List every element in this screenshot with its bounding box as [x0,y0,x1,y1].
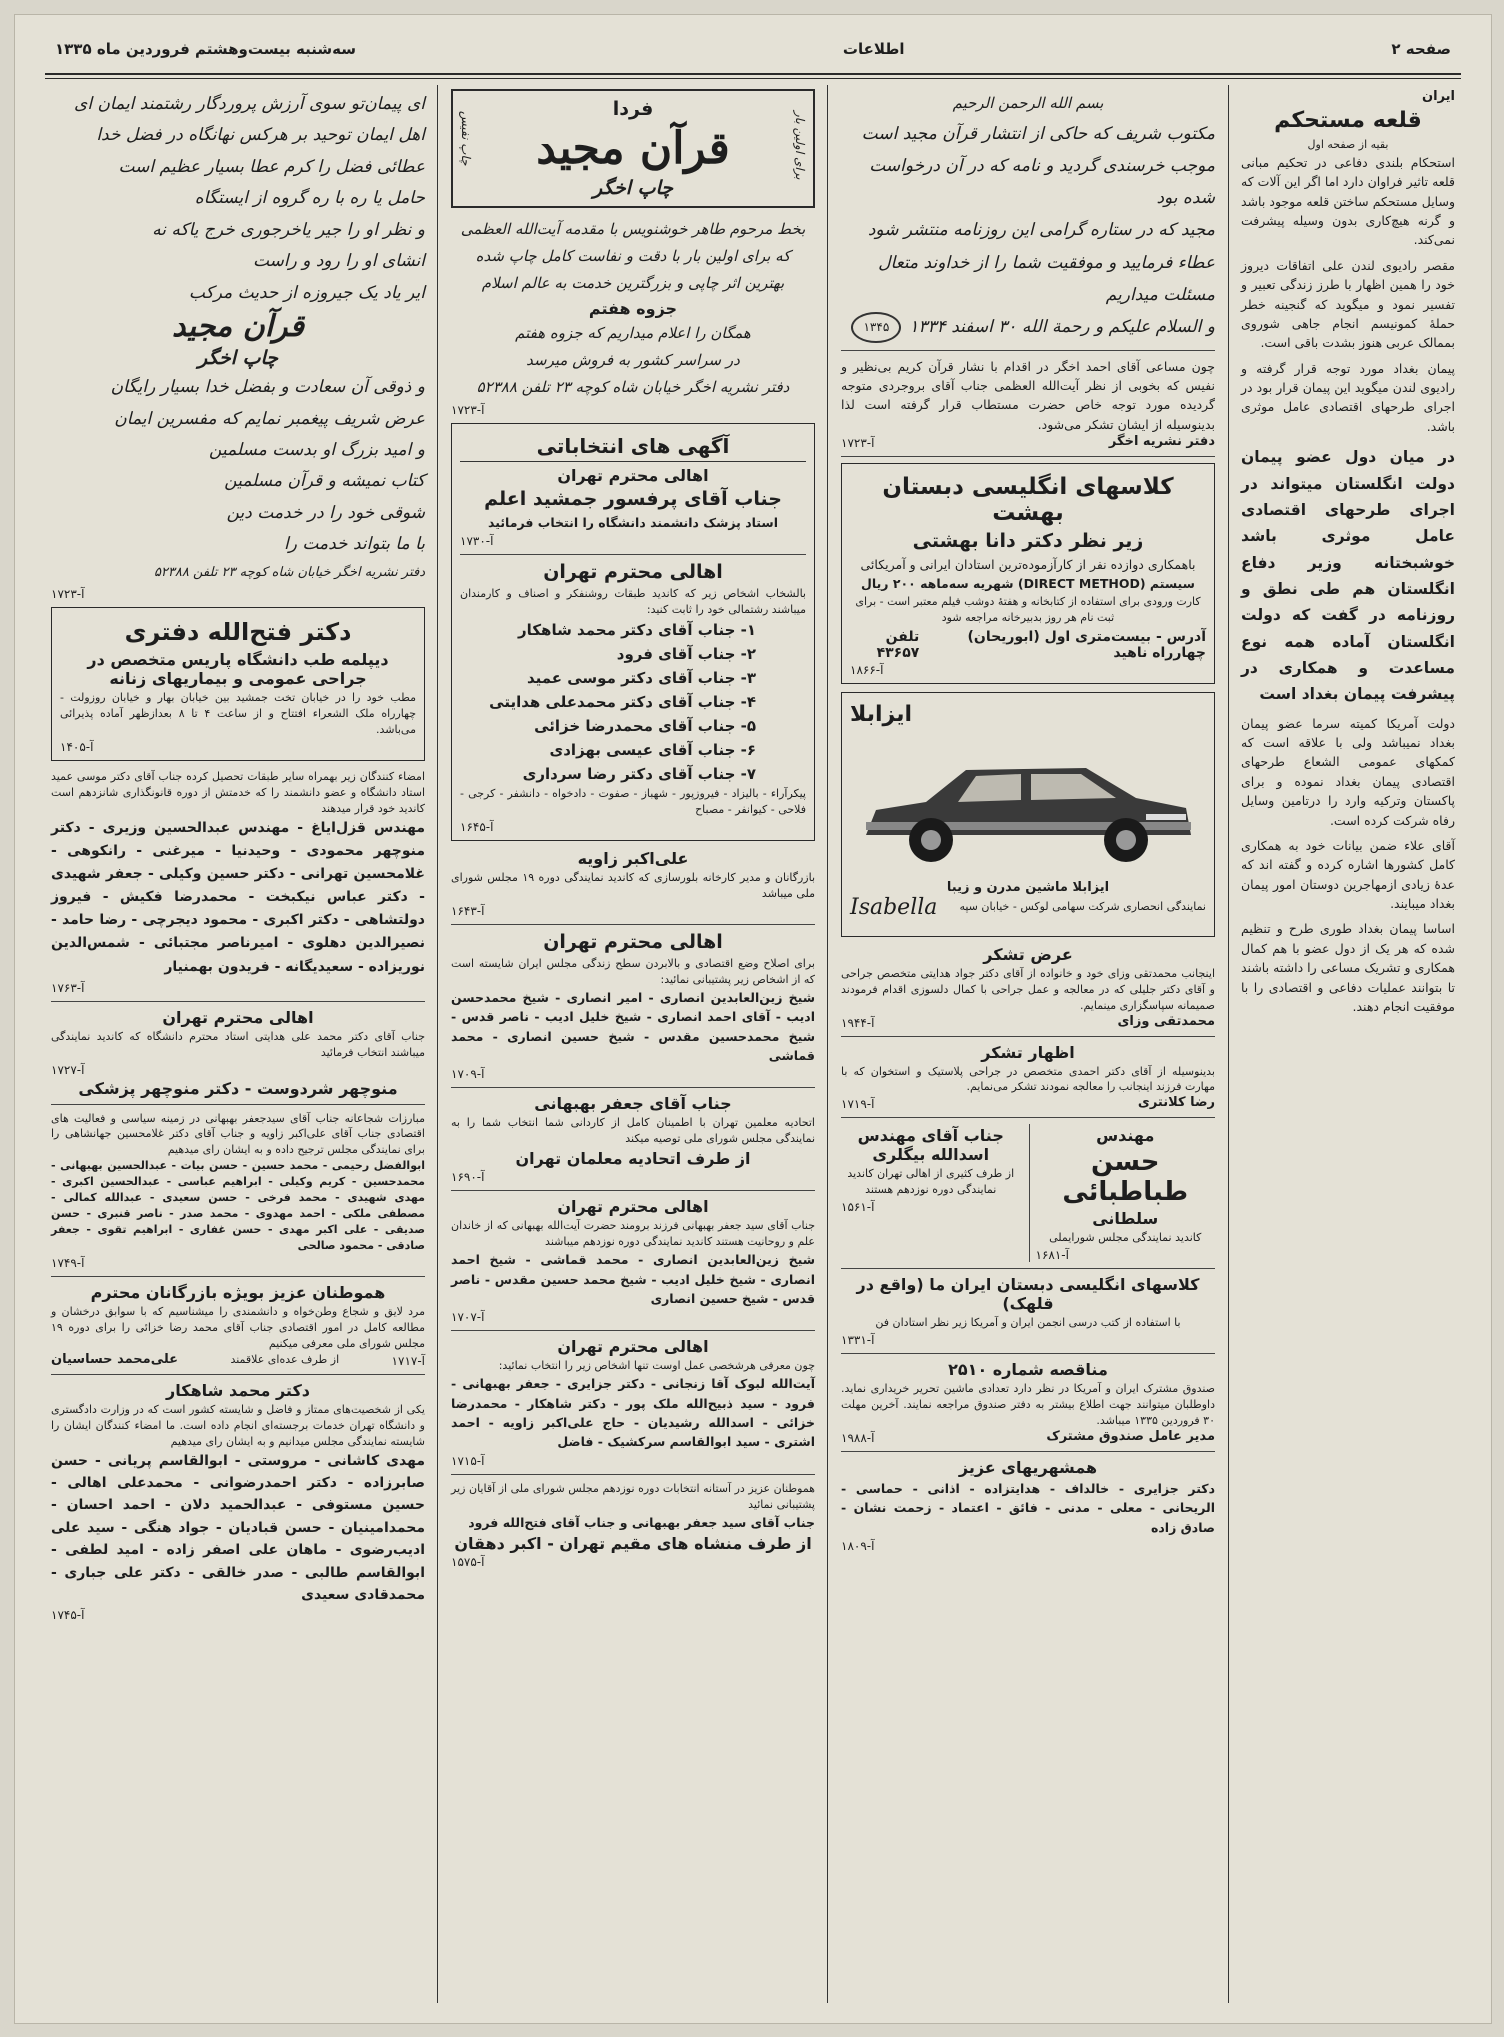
final-title: همشهریهای عزیز [958,1458,1098,1478]
article-title: قلعه مستحکم [1274,108,1422,133]
ad-code: آ-۱۸۶۶ [850,662,884,677]
e5-sign: از طرف اتحادیه معلمان تهران [515,1149,751,1169]
e2-code: آ-۱۶۴۵ [460,820,494,835]
quran-desc [451,216,815,297]
thanks-title: عرض تشکر [983,944,1073,964]
e6-code: آ-۱۷۰۷ [451,1310,485,1325]
a3-footer [51,1352,425,1368]
e7-code: آ-۱۷۱۵ [451,1453,485,1468]
hand-line: انشای او را رود و راست [252,251,425,272]
divider [451,1087,815,1088]
divider [51,1104,425,1105]
column-divider [437,85,438,2003]
section-label: ایران [1422,89,1455,104]
quran-line: که برای اولین بار با دقت و نفاست کامل چاپ شده [475,247,791,265]
e6-body: جناب آقای سید جعفر بهبهانی فرزند برومند حضرت آیت‌الله بهبهانی که از خاندان علم و روحانیت هستند کاندید نمایندگی دوره نوزدهم میباشند [451,1219,815,1249]
a2-body: مبارزات شجاعانه جناب آقای سیدجعفر بهبهانی در زمینه سیاسی و فعالیت های اقتصادی جناب آقای علی‌اکبر زاویه و جناب آقای دکتر غلامحسین جهانشاهی را برای نمایندگی مجلس ترجیح داده و به ایشان رای میدهیم [51,1111,425,1157]
divider [460,554,806,555]
a2-code: آ-۱۷۴۹ [51,1255,85,1270]
thanks2-sign: رضا کلانتری [1137,1095,1215,1111]
divider [841,1117,1215,1118]
e2-item: ۲- جناب آقای فرود [616,645,756,664]
header-rule [45,73,1461,75]
a1-sign: منوچهر شردوست - دکتر منوچهر پزشکی [78,1078,398,1098]
ad-phone: تلفن ۴۳۶۵۷ [876,628,920,661]
eng-title: مهندس [1096,1126,1155,1146]
e8-body: هموطنان عزیز در آستانه انتخابات دوره نوزدهم مجلس شورای ملی از آقایان زیر پشتیبانی نمائید [451,1481,815,1511]
doctor-code: آ-۱۴۰۵ [60,740,94,755]
column-ads-1 [833,85,1223,2003]
divider [451,1474,815,1475]
elections-section [451,423,815,841]
thanks2-footer [841,1095,1215,1111]
ad-body: باهمکاری دوازده نفر از کارآزموده‌ترین استادان ایرانی و آمریکائی [860,557,1196,573]
seal-stamp: ۱۳۴۵ [851,312,901,343]
hand-sign-row [841,311,1215,343]
car-model-logo: Isabella [850,894,938,920]
class2-code: آ-۱۳۳۱ [841,1333,875,1348]
handwritten-text-2 [51,372,425,561]
continuation-note: بقیه از صفحه اول [1307,138,1389,151]
juz-desc [451,320,815,401]
a4-code: آ-۱۷۴۵ [51,1608,85,1623]
divider [841,456,1215,457]
e2-list [460,618,806,786]
divider [451,924,815,925]
class2-title: کلاسهای انگلیسی دبستان ایران ما (واقع در قلهک) [856,1275,1200,1314]
hand-line: و ذوقی آن سعادت و بفضل خدا بسیار رایگان [110,377,425,398]
eng-city: سلطانی [1092,1209,1159,1229]
a4-body: یکی از شخصیت‌های ممتاز و فاضل و شایسته کشور است که در وزارت دادگستری و دانشگاه تهران خدمات برجسته‌ای انجام داده است. ما امضاء کنندگان ایشان را شایسته نمایندگی مجلس میدانیم و به ایشان رای میدهیم [51,1402,425,1448]
group-code: آ-۱۷۶۳ [51,980,85,995]
e3-title: علی‌اکبر زاویه [577,849,689,869]
e4-code: آ-۱۷۰۹ [451,1067,485,1082]
thanks2-title: اظهار تشکر [981,1042,1075,1062]
hand-line: مسئلت میداریم [1105,284,1215,305]
a1-body: جناب آقای دکتر محمد علی هدایتی استاد محترم دانشگاه که کاندید نمایندگی میباشند انتخاب فرمائید [51,1029,425,1059]
e7-names: آیت‌الله لبوک آقا زنجانی - دکتر جزایری - جعفر بهبهانی - فرود - سید ذبیح‌الله ملک پور - دکتر شاهکار - محمدرضا خزائی - اسدالله رشیدیان - حاج علی‌اکبر زاویه - احمد اشتری - سید ابوالقاسم سرکشیک - فاضل [451,1376,815,1450]
e2-item: ۳- جناب آقای دکتر موسی عمید [526,669,756,688]
quran-line: بهترین اثر چاپی و بزرگترین خدمت به عالم اسلام [481,274,785,292]
hand-line: ای پیمان‌تو سوی آرزش پروردگار رشتمند ایمان ای [74,94,425,114]
ad-subtitle: زیر نظر دکتر دانا بهشتی [912,530,1144,553]
thanks2-body: بدینوسیله از آقای دکتر احمدی متخصص در جراحی پلاستیک و استخوان که با مهارت فرزند اینجانب را معالجه نمودند تشکر می‌نمایم. [841,1064,1215,1094]
quran-side-left: چاپ نفیس [459,111,473,166]
thanks2-code: آ-۱۷۱۹ [841,1097,875,1112]
hand-line: و نظر او را جیر یاخرجوری خرج یاکه نه [152,219,425,240]
page-header [55,29,1451,69]
elections-title: آگهی های انتخاباتی [460,434,806,462]
a1-title: اهالی محترم تهران [162,1007,314,1027]
eng2-body: از طرف کثیری از اهالی تهران کاندید نمایندگی دوره نوزدهم هستند [847,1167,1015,1197]
e2-intro: بالشخاب اشخاص زیر که کاندید طبقات روشنفکر و اصناف و کارمندان میباشند رشتمالی خود را ثابت کنید: [460,587,806,617]
eng2-code: آ-۱۵۶۱ [841,1200,875,1215]
quran-side-right: برای اولین بار [793,111,807,180]
thanks-body: اینجانب محمدتقی وزای خود و خانواده از آقای دکتر جواد هدایتی متخصص جراحی و آقای دکتر جلیلی که در معالجه و عمل جراحی با کمال دلسوزی اقدام فرمودند صمیمانه سپاسگزاری مینمایم. [841,966,1215,1012]
e1-code: آ-۱۷۳۰ [460,534,494,549]
e7-body: چون معرفی هرشخصی عمل اوست تنها اشخاص زیر را انتخاب نمائید: [498,1359,815,1373]
hand-line: کتاب نمیشه و قرآن مسلمین [224,471,425,492]
doctor-body: مطب خود را در خیابان تخت جمشید بین خیابان بهار و خیابان روزولت - چهارراه ملک الشعراء افتتاح و از ساعت ۴ تا ۸ بعدازظهر آماده پذیرائی می‌باشد. [60,691,417,737]
tender-body: صندوق مشترک ایران و آمریکا در نظر دارد تعدادی ماشین تحریر خریداری نماید. داوطلبان میتوانند جهت اطلاع بیشتر به دفتر صندوق مراجعه نمایند. آخرین مهلت ۳۰ فروردین ۱۳۳۵ میباشد. [841,1382,1215,1428]
e2-title: اهالی محترم تهران [543,561,723,584]
hand-line: حامل یا ره با ره گروه از ایستگاه [194,188,425,209]
a3-name: علی‌محمد حساسیان [51,1352,179,1368]
ad-body2: کارت ورودی برای استفاده از کتابخانه و هفتهٔ دوشب فیلم معتبر است - برای ثبت نام هر روز بدبیرخانه مراجعه شود [855,594,1201,624]
a3-title: هموطنان عزیز بویژه بازرگانان محترم [90,1282,386,1302]
page-number: صفحه ۲ [1391,40,1451,58]
divider [841,350,1215,351]
a3-code: آ-۱۷۱۷ [391,1353,425,1368]
column-divider [827,85,828,2003]
notice-sign: دفتر نشریه اخگر [1108,434,1215,450]
hand-line: اهل ایمان توحید بر هرکس نهانگاه در فضل خدا [96,125,425,146]
eng-name: حسن طباطبائی [1062,1147,1189,1208]
hand-line: عطائی فضل را کرم عطا بسیار عظیم است [118,156,425,177]
hand-line: موجب خرسندی گردید و نامه که در آن درخواست شده بود [869,155,1215,209]
quran-line: بخط مرحوم طاهر خوشنویس با مقدمه آیت‌الله العظمی [460,220,806,238]
a2-names: ابوالفضل رحیمی - محمد حسین - حسن بیات - عبدالحسین بهبهانی - محمدحسین - کریم وکیلی - ابراهیم عباسی - عبدالحسین اکبری - مهدی شهیدی - محمد فرخی - حسن سعیدی - عبدالله کمالی - مصطفی ملکی - احمد مهدوی - محمد صدر - ناصر قنبری - حسن صدیقی - علی اکبر مهدی - حسن غفاری - ابراهیم تقوی - جعفر صادقی - محمود صالحی [51,1159,425,1253]
e4-names: شیخ زین‌العابدین انصاری - امیر انصاری - شیخ محمدحسن ادیب - آقای احمد انصاری - شیخ خلیل ادیب - ناصر قدس - شیخ محمدحسین مقدس - شیخ حسین انصاری - محمد قماشی [451,989,815,1063]
article-paragraph: دولت آمریکا کمیته سرما عضو پیمان بغداد نمیباشد ولی با علاقه است که کمکهای عمومی الشعاع طرحهای اقتصادی پیمان بغداد نموده و برای پاکستان وترکیه وارد را درتامین وسایل رفاه شرکت کرده است. [1241,715,1455,828]
divider [841,1353,1215,1354]
a1-code: آ-۱۷۲۷ [51,1062,85,1077]
e8-sign: از طرف منشاه های مقیم تهران - اکبر دهقان [454,1533,812,1553]
a4-title: دکتر محمد شاهکار [166,1380,310,1400]
hand-line: عطاء فرمایید و موفقیت شما را از خداوند متعال [878,252,1215,273]
a3-sign: از طرف عده‌ای علاقمند [230,1352,340,1366]
divider [51,1001,425,1002]
engineer-ad [1029,1124,1216,1262]
english-class-ad [841,463,1215,684]
juz-line: در سراسر کشور به فروش میرسد [526,351,740,369]
car-dealer: نمایندگی انحصاری شرکت سهامی لوکس - خیابان سپه [959,900,1206,914]
e4-title: اهالی محترم تهران [543,931,723,953]
a3-body: مرد لایق و شجاع وطن‌خواه و دانشمندی را میشناسیم که با سوابق درخشان و مطالعه کامل در امور اقتصادی جناب آقای محمد رضا خزائی را برای دوره ۱۹ مجلس شورای ملی معرفی میکنیم [51,1304,425,1350]
final-body: دکتر جزایری - خالداف - هدایتزاده - اذانی - حماسی - الریحانی - معلی - مدنی - فائق - اعتماد - زحمت نشان - صادق زاده [841,1481,1215,1535]
juz-title: جزوه هفتم [588,299,678,318]
engineer2-ad [841,1124,1021,1262]
hand-line: و امید بزرگ او بدست مسلمین [209,439,425,460]
hand-line: ایر یاد یک جیروزه از حدیث مرکب [188,282,425,303]
bismillah: بسم الله الرحمن الرحیم [952,94,1104,112]
hand-line: شوقی خود را در خدمت دین [226,502,425,523]
quran-subtitle-hand: چاپ اخگر [197,347,279,370]
hand-line: و السلام علیکم و رحمة الله ۳۰ اسفند ۱۳۳۴ [909,317,1215,338]
divider [51,1276,425,1277]
eng-body: کاندید نمایندگی مجلس شورایملی [1049,1231,1202,1245]
e2-foot: پیکرآراء - بالیزاد - فیروزپور - شهباز - صفوت - دادخواه - دانشفر - کرجی - فلاحی - کیوانفر - مصباح [460,787,806,817]
divider [451,1190,815,1191]
car-illustration [846,730,1206,880]
e8-code: آ-۱۵۷۵ [451,1554,485,1569]
thanks-footer [841,1014,1215,1030]
class2-body: با استفاده از کتب درسی انجمن ایران و آمریکا زیر نظر استادان فن [875,1316,1181,1330]
tender-footer [841,1429,1215,1445]
tender-sign: مدیر عامل صندوق مشترک [1046,1429,1215,1445]
tender-code: آ-۱۹۸۸ [841,1431,875,1446]
handwritten-text [51,89,425,309]
column-ads-3 [43,85,433,2003]
e6-names: شیخ زین‌العابدین انصاری - محمد قماشی - شیخ احمد انصاری - شیخ خلیل ادیب - شیخ محمد حسین مقدس - ناصر قدس - شیخ حسین انصاری [451,1252,815,1306]
group-names: مهندس قزل‌ایاغ - مهندس عبدالحسین وزیری - دکتر منوچهر محمودی - وحیدنیا - میرغنی - رانکوهی - غلامحسین تهرانی - دکتر حسین وکیلی - جعفر شهیدی - دکتر عباس نیکبخت - محمدرضا فکیش - فیروز دولتشاهی - دکتر اکبری - محمود دیجرچی - رضا حامد - نصیرالدین دهلوی - امیرناصر مجتبائی - شمس‌الدین نوریزاده - سعیدیگانه - فریدون بهمنیار [51,820,425,975]
quran-title: قرآن مجید [536,123,730,174]
doctor-ad [51,607,425,761]
hand-line: مجید که در ستاره گرامی این روزنامه منتشر شود [867,220,1215,241]
car-ad [841,692,1215,937]
car-footer [850,895,1206,920]
e3-code: آ-۱۶۴۳ [451,904,485,918]
juz-line: همگان را اعلام میداریم که جزوه هفتم [515,324,751,342]
group-body: امضاء کنندگان زیر بهمراه سایر طبقات تحصیل کرده جناب آقای دکتر موسی عمید استاد دانشگاه و عضو دانشمند را که خدمتش از دوره قانونگذاری شانزدهم است کاندید خود قرار میدهند [51,770,425,816]
article-paragraph: مقصر رادیوی لندن علی اتفاقات دیروز خود را همین اظهار با طرز زندگی تعبیر و تفسیر نمود و میگوید که گنجینه خطر حملۀ کمونیسم انجام جاهی شوروی بممالک عربی هنوز بشدت باقی است. [1241,257,1455,351]
divider [451,1330,815,1331]
final-code: آ-۱۸۰۹ [841,1539,875,1554]
e5-title: جناب آقای جعفر بهبهانی [534,1094,732,1114]
car-slogan: ایزابلا ماشین مدرن و زیبا [946,879,1110,895]
header-rule-thin [45,78,1461,79]
e2-item: ۴- جناب آقای دکتر محمدعلی هدایتی [489,693,756,712]
paper-name: اطلاعات [842,40,905,58]
quran-subtitle: چاپ اخگر [592,177,674,199]
hand-code: آ-۱۷۲۳ [51,587,85,602]
quran-top: فردا [612,98,654,120]
divider [841,1268,1215,1269]
e1-title: اهالی محترم تهران [557,466,709,485]
e5-body: اتحادیه معلمین تهران با اطمینان کامل از کاردانی شما انتخاب شما را به نمایندگی مجلس شورای ملی توصیه میکند [451,1116,815,1146]
article-paragraph: استحکام بلندی دفاعی در تحکیم مبانی قلعه تاثیر فراوان دارد اما اگر این آلات که وسایل مستحکم ساختن قلعه موجود باشد و گرنه هیچ‌کاری بدون وسیله پیشرفت نمی‌کند. [1241,154,1455,248]
e4-body: برای اصلاح وضع اقتصادی و بالابردن سطح زندگی مجلس ایران شایسته است که از اشخاص زیر پشتیبانی نمائید: [451,957,815,986]
doctor-name: دکتر فتح‌الله دفتری [124,618,352,647]
article-paragraph: آقای علاء ضمن بیانات خود به همکاری کامل کشورها اشاره کرده و گفته اند که عدهٔ زیادی ازمهاجرین دوستان امور پیمان بغداد میبایند. [1241,837,1455,911]
e8-names: جناب آقای سید جعفر بهبهانی و جناب آقای فتح‌الله فرود [468,1514,815,1530]
thanks-sign: محمدتقی وزای [1117,1013,1215,1029]
juz-line: دفتر نشریه اخگر خیابان شاه کوچه ۲۳ تلفن ۵۲۳۸۸ [476,378,790,396]
notice-footer [841,434,1215,450]
ad-address: آدرس - بیست‌متری اول (ابوریحان) چهارراه ناهید [967,628,1206,661]
newspaper-page [14,14,1492,2024]
e1-name: جناب آقای پرفسور جمشید اعلم [484,488,782,510]
a4-names: مهدی کاشانی - مروستی - ابوالقاسم پریانی - حسن صابرزاده - دکتر احمدرضوانی - محمدعلی اهالی - حسین مستوفی - عبدالحمید دلان - احمد احسان - محمدامینیان - حسن قبادیان - جواد هنگی - سید علی ادیب‌رضوی - ماهان علی اصفر زاده - امید لطفی - ابوالقاسم طالبی - صدر خالقی - دکتر علی جباری - محمدقادی سعیدی [51,1452,425,1603]
column-ads-2 [443,85,823,2003]
hand-sign: دفتر نشریه اخگر خیابان شاه کوچه ۲۳ تلفن ۵۲۳۸۸ [153,564,425,580]
article-paragraph: اساسا پیمان بغداد طوری طرح و تنظیم شده که هر یک از دول عضو با هم کمال همکاری و تشریک مساعی را داشته باشند تا بتوانند عملیات دفاعی و اقتصادی را با موفقیت انجام دهند. [1241,921,1455,1014]
quran-ad-box [451,89,815,208]
ad-method: سیستم (DIRECT METHOD) شهریه سه‌ماهه ۲۰۰ ریال [861,576,1195,592]
notice-text: چون مساعی آقای احمد اخگر در اقدام با نشار قرآن کریم بی‌نظیر و نفیس که بخوبی از نظر آیت‌الله العظمی جناب آقای بروجردی متوجه گردیده مورد توجه خاص حضرت مستطاب قرار گرفته است لذا بدینوسیله از ایشان تشکر می‌شود. [841,358,1215,432]
e2-item: ۷- جناب آقای دکتر رضا سرداری [522,765,756,784]
hand-line: عرض شریف پیغمبر نمایم که مفسرین ایمان [114,408,425,429]
handwritten-letter [841,118,1215,344]
eng2-title: جناب آقای مهندس اسدالله بیگلری [857,1126,1004,1165]
car-brand: ایزابلا [850,701,912,727]
e6-title: اهالی محترم تهران [557,1197,709,1217]
doctor-subtitle: دیپلمه طب دانشگاه پاریس متخصص در جراحی عمومی و بیماریهای زنانه [87,650,389,689]
notice-code: آ-۱۷۲۳ [841,436,875,451]
hand-line: با ما بتواند خدمت را [284,534,425,555]
quran-title-hand: قرآن مجید [172,309,304,345]
quran-code: آ-۱۷۲۳ [451,403,485,417]
article-paragraph: پیمان بغداد مورد توجه قرار گرفته و رادیوی لندن میگوید این پیمان قرار بود در اجرای طرحهای اقتصادی عامل موثری باشد. [1241,360,1455,434]
e2-item: ۱- جناب آقای دکتر محمد شاهکار [518,621,756,640]
e2-item: ۵- جناب آقای محمدرضا خزائی [534,717,756,736]
article-bold-paragraph: در میان دول عضو پیمان دولت انگلستان میتواند در اجرای طرحهای اقتصادی عامل موثری باشد خوشبختانه وزیر دفاع انگلستان هم طی نطق و روزنامه در گفت که دولت انگلستان آماده همه نوع مساعدت و همکاری در پیشرفت پیمان بغداد است [1241,448,1455,704]
e5-code: آ-۱۶۹۰ [451,1170,485,1185]
eng-code: آ-۱۶۸۱ [1035,1248,1069,1263]
divider [841,1451,1215,1452]
thanks-code: آ-۱۹۴۴ [841,1015,875,1030]
e2-item: ۶- جناب آقای عیسی بهزادی [549,741,756,760]
column-editorial [1233,85,1463,2003]
hand-line: مکتوب شریف که حاکی از انتشار قرآن مجید است [861,123,1215,144]
divider [51,1374,425,1375]
ad-title: کلاسهای انگلیسی دبستان بهشت [882,474,1174,527]
ad-contact [850,629,1206,661]
e3-body: بازرگانان و مدیر کارخانه بلورسازی که کاندید نمایندگی دوره ۱۹ مجلس شورای ملی میباشد [451,871,816,901]
tender-title: مناقصه شماره ۲۵۱۰ [948,1360,1108,1380]
candidate-row [841,1124,1215,1262]
e7-title: اهالی محترم تهران [557,1337,709,1357]
column-divider [1228,85,1229,2003]
issue-date: سه‌شنبه بیست‌وهشتم فروردین ماه ۱۳۳۵ [55,40,356,58]
divider [841,1036,1215,1037]
e1-body: استاد پزشک دانشمند دانشگاه را انتخاب فرمائید [488,515,778,530]
